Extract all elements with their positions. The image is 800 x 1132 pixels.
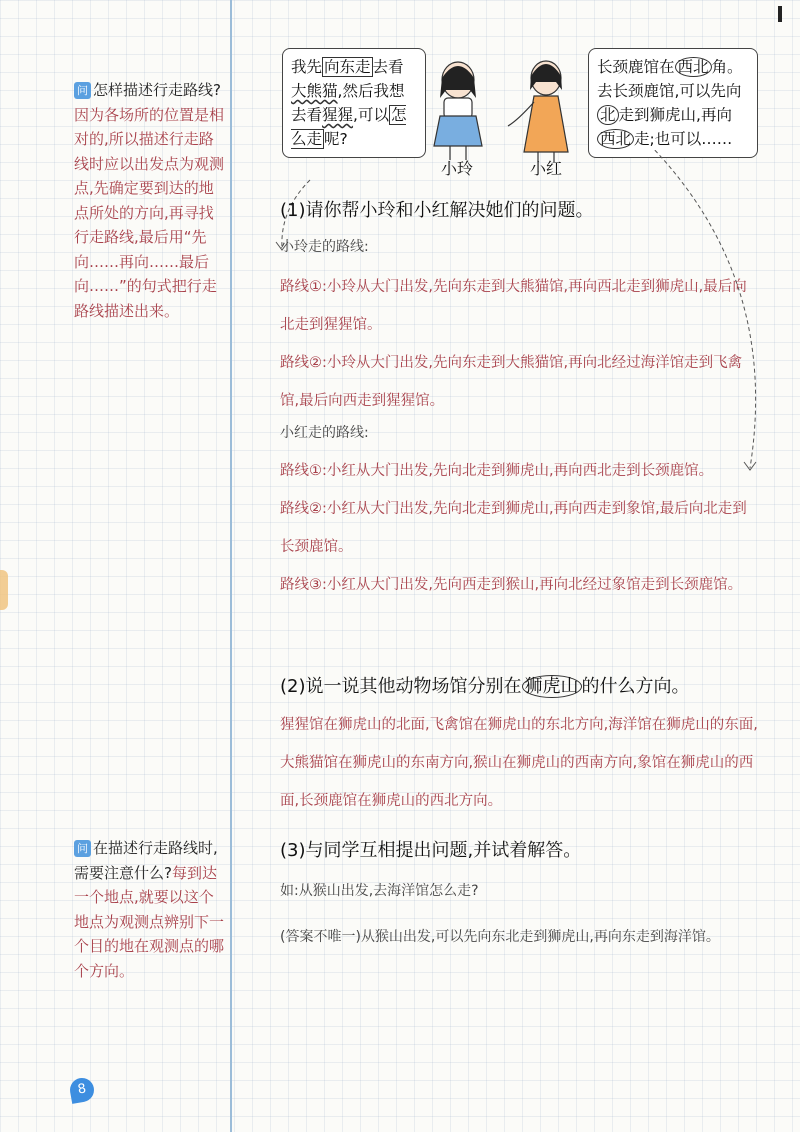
q3-title: (3)与同学互相提出问题,并试着解答。 [280,840,582,861]
q2-title: (2)说一说其他动物场馆分别在 狮虎山 的什么方向。 [280,676,690,697]
side-note-answer: 每到达一个地点,就要以这个地点为观测点辨别下一个目的地在观测点的哪个方向。 [74,863,225,980]
side-note-1 [74,78,224,323]
speech-bubble-xiaoling: 我先 向东走 去看大熊猫,然后我想去看猩猩,可以 怎么走 呢? [282,48,426,158]
xiaoling-routes [280,236,760,420]
q2-answer: 猩猩馆在狮虎山的北面,飞禽馆在狮虎山的东北方向,海洋馆在狮虎山的东面,大熊猫馆在狮虎山的东南方向,猴山在狮虎山的西南方向,象馆在狮虎山的西面,长颈鹿馆在狮虎山的西北方向。 [280,717,758,809]
side-tab [0,570,8,610]
xiaoling-route-2: 路线②:小玲从大门出发,先向东走到大熊猫馆,再向北经过海洋馆走到飞禽馆,最后向西走到猩猩馆。 [280,355,743,409]
side-note-2 [74,836,224,983]
xiaohong-label: 小红走的路线: [280,425,369,441]
q3-example: 如:从猴山出发,去海洋馆怎么走? [280,883,479,899]
xiaohong-routes [280,422,760,604]
page-number: 8 [68,1076,96,1104]
question-3 [280,836,760,956]
name-xiaoling: 小玲 [441,159,474,178]
side-note-question: 在描述行走路线时,需要注意什么? [74,839,218,882]
q1-title: (1)请你帮小玲和小红解决她们的问题。 [280,200,594,221]
question-icon: 问 [74,840,91,857]
xiaohong-route-2: 路线②:小红从大门出发,先向北走到狮虎山,再向西走到象馆,最后向北走到长颈鹿馆。 [280,501,747,555]
xiaohong-route-1: 路线①:小红从大门出发,先向北走到狮虎山,再向西北走到长颈鹿馆。 [280,463,714,479]
side-note-answer: 因为各场所的位置是相对的,所以描述行走路线时应以出发点为观测点,先确定要到达的地点所处的方向,再寻找行走路线,最后用“先向……再向……最后向……”的句式把行走路线描述出来。 [74,105,225,320]
xiaoling-label: 小玲走的路线: [280,239,369,255]
question-icon: 问 [74,82,91,99]
name-xiaohong: 小红 [530,159,563,178]
q3-answer: (答案不唯一)从猴山出发,可以先向东北走到狮虎山,再向东走到海洋馆。 [280,929,720,945]
girl-xiaoling-figure [434,62,482,160]
speech-bubble-xiaohong: 长颈鹿馆在 西北 角。去长颈鹿馆,可以先向北 走到狮虎山,再向西北 走;也可以…… [588,48,758,158]
girl-xiaohong-figure [508,61,568,162]
xiaohong-route-3: 路线③:小红从大门出发,先向西走到猴山,再向北经过象馆走到长颈鹿馆。 [280,577,743,593]
corner-mark [778,6,782,22]
margin-line [230,0,232,1132]
question-2 [280,672,760,820]
xiaoling-route-1: 路线①:小玲从大门出发,先向东走到大熊猫馆,再向西北走到狮虎山,最后向北走到猩猩馆。 [280,279,747,333]
side-note-question: 怎样描述行走路线? [93,81,221,99]
question-1 [280,196,760,222]
